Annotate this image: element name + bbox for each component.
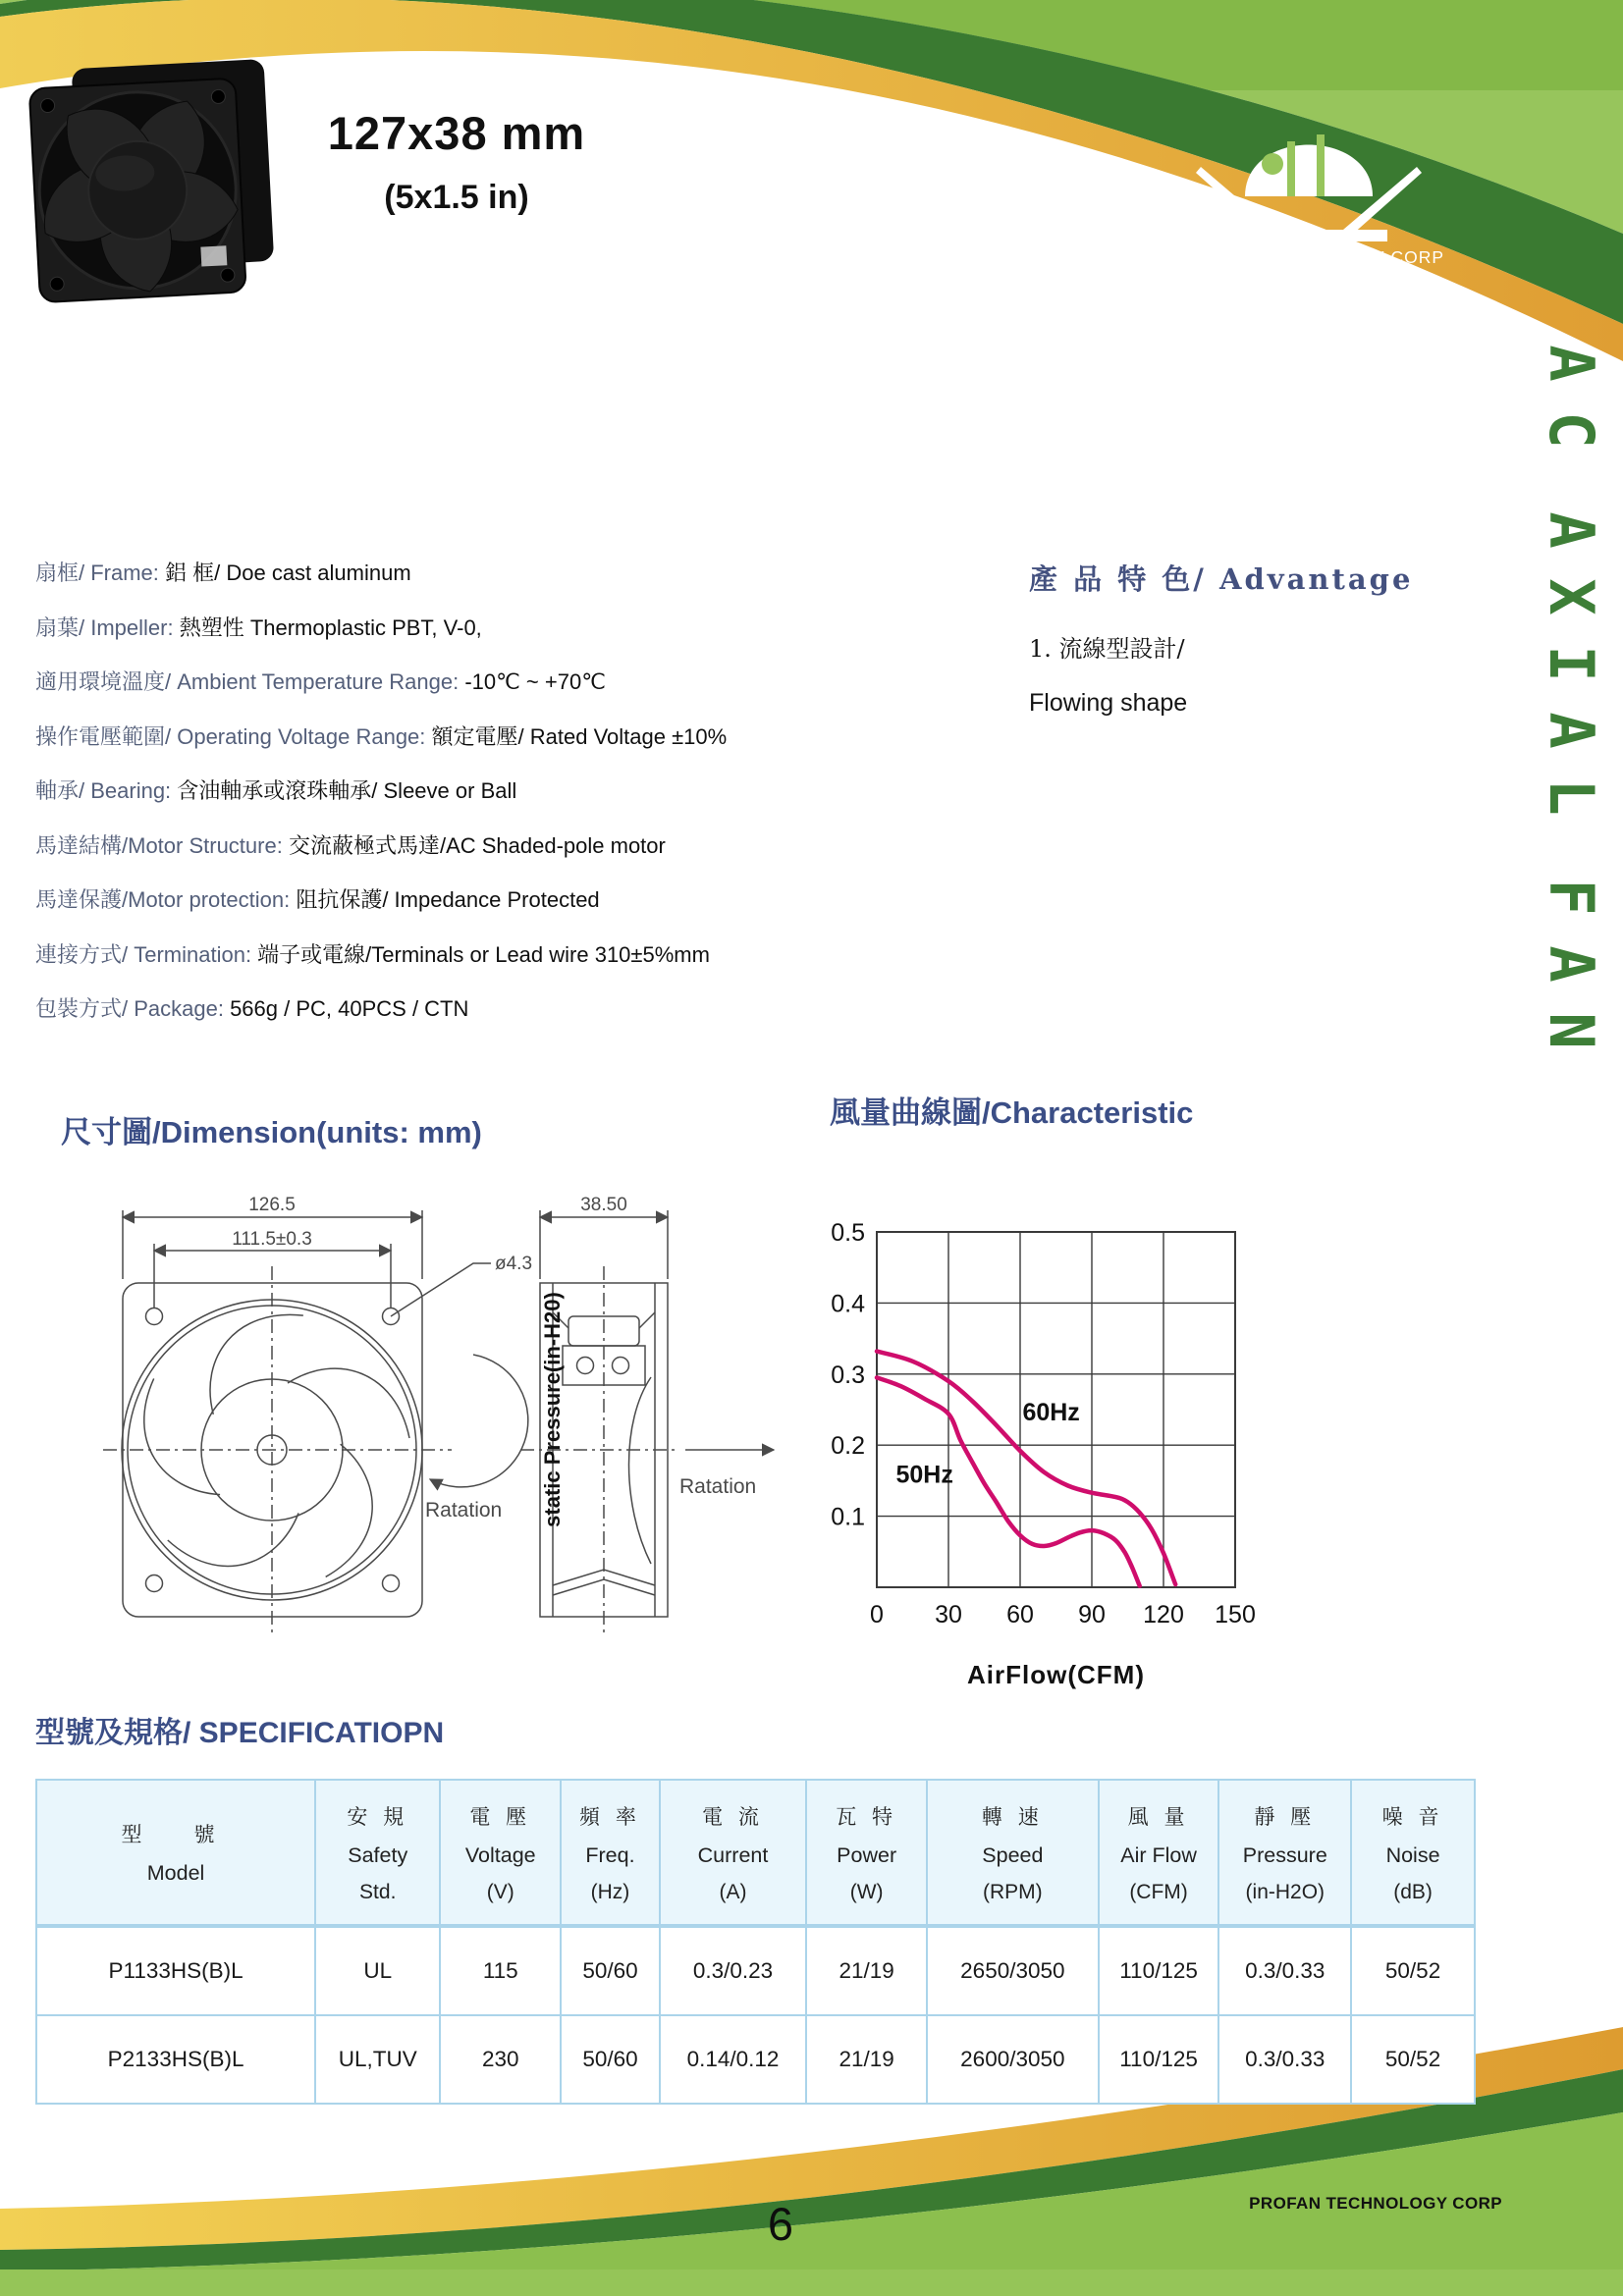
spec-table-section-heading: 型號及規格/ SPECIFICATIOPN (35, 1717, 445, 1749)
x-axis-label: AirFlow(CFM) (967, 1660, 1145, 1689)
y-tick-label: 0.5 (831, 1219, 865, 1247)
mounting-hole (50, 277, 65, 292)
table-cell: 110/125 (1099, 1926, 1219, 2015)
spec-table (35, 1779, 1476, 2105)
column-header: 型 號 Model (36, 1780, 315, 1926)
spec-line (35, 982, 713, 1037)
spec-value: 鋁 框/ Doe cast aluminum (158, 561, 411, 585)
banner-letter: A (1536, 511, 1607, 549)
y-tick-label: 0.2 (831, 1432, 865, 1461)
spec-label: 連接方式/ Termination: (35, 941, 252, 967)
spec-value: 額定電壓/ Rated Voltage ±10% (425, 723, 728, 749)
table-cell: 230 (440, 2015, 561, 2104)
spec-line (35, 873, 713, 928)
advantage-item-en: Flowing shape (1029, 689, 1188, 717)
column-header: 風 量 Air Flow (CFM) (1099, 1780, 1219, 1926)
table-row (36, 2015, 1475, 2104)
spec-value: 熱塑性 Thermoplastic PBT, V-0, (173, 614, 482, 640)
table-cell: 2600/3050 (927, 2015, 1099, 2104)
spec-label: 扇框/ Frame: (35, 561, 159, 585)
banner-letter: C (1536, 411, 1607, 449)
dim-hole-pitch: 111.5±0.3 (232, 1229, 312, 1250)
table-cell: 21/19 (806, 1926, 927, 2015)
banner-letter: A (1536, 945, 1607, 983)
y-tick-label: 0.3 (831, 1361, 865, 1389)
x-tick-label: 30 (935, 1601, 962, 1629)
table-cell: P1133HS(B)L (36, 1926, 315, 2015)
dimension-section-heading: 尺寸圖/Dimension(units: mm) (61, 1115, 482, 1149)
front-view (103, 1195, 532, 1634)
spec-list (35, 546, 728, 1037)
x-tick-label: 120 (1143, 1601, 1184, 1629)
logo-text: PROFAN TECHNOLOGY CORP (1172, 247, 1445, 267)
mounting-hole (211, 89, 226, 104)
x-tick-label: 150 (1215, 1601, 1256, 1629)
characteristic-chart (530, 1173, 1296, 1723)
table-cell: UL (315, 1926, 440, 2015)
spec-label: 馬達結構/Motor Structure: (35, 832, 283, 858)
table-cell: 0.14/0.12 (660, 2015, 806, 2104)
rotation-label-front: Ratation (425, 1499, 503, 1522)
mounting-hole (40, 98, 55, 113)
spec-value: 阻抗保護/ Impedance Protected (290, 887, 600, 912)
y-tick-label: 0.1 (831, 1503, 865, 1531)
spec-label: 馬達保護/Motor protection: (35, 887, 291, 912)
advantage-heading: 產 品 特 色/ Advantage (1029, 562, 1414, 596)
rotation-label-side: Ratation (679, 1475, 757, 1498)
spec-table-header-row (36, 1780, 1475, 1926)
table-cell: 0.3/0.33 (1218, 2015, 1351, 2104)
table-cell: 50/60 (561, 1926, 660, 2015)
company-logo (1147, 80, 1471, 277)
x-tick-label: 90 (1078, 1601, 1106, 1629)
column-header: 安 規 Safety Std. (315, 1780, 440, 1926)
spec-table-body (36, 1926, 1475, 2104)
spec-line (35, 546, 713, 601)
banner-letter: N (1536, 1012, 1607, 1049)
spec-label: 扇葉/ Impeller: (35, 614, 174, 640)
column-header: 電 壓 Voltage (V) (440, 1780, 561, 1926)
banner-letter: L (1536, 778, 1607, 816)
table-cell: 115 (440, 1926, 561, 2015)
table-cell: 0.3/0.33 (1218, 1926, 1351, 2015)
dim-depth: 38.50 (580, 1195, 627, 1215)
table-cell: 110/125 (1099, 2015, 1219, 2104)
mounting-hole (221, 268, 236, 283)
series-label-60Hz: 60Hz (1022, 1398, 1080, 1426)
product-size-title: 127x38 mm (327, 107, 586, 159)
spec-value: 端子或電線/Terminals or Lead wire 310±5%mm (251, 941, 710, 967)
product-size-subtitle: (5x1.5 in) (384, 179, 529, 216)
page-number: 6 (767, 2198, 794, 2250)
table-cell: UL,TUV (315, 2015, 440, 2104)
banner-letter: A (1536, 712, 1607, 749)
table-cell: 2650/3050 (927, 1926, 1099, 2015)
dim-hole-diameter: ø4.3 (495, 1254, 533, 1274)
x-tick-label: 60 (1006, 1601, 1034, 1629)
fan-photo (22, 47, 287, 351)
spec-value: 交流蔽極式馬達/AC Shaded-pole motor (282, 832, 666, 858)
side-banner (1524, 330, 1618, 1064)
footer-bottom-strip (0, 2269, 1623, 2296)
column-header: 靜 壓 Pressure (in-H2O) (1218, 1780, 1351, 1926)
spec-line (35, 655, 713, 710)
y-tick-label: 0.4 (831, 1290, 865, 1318)
footer-company: PROFAN TECHNOLOGY CORP (1249, 2194, 1502, 2213)
table-cell: 0.3/0.23 (660, 1926, 806, 2015)
spec-label: 包裝方式/ Package: (35, 996, 224, 1021)
spec-line (35, 601, 713, 656)
x-tick-label: 0 (870, 1601, 884, 1629)
table-cell: 21/19 (806, 2015, 927, 2104)
column-header: 電 流 Current (A) (660, 1780, 806, 1926)
spec-line (35, 710, 728, 765)
banner-letter: A (1536, 345, 1607, 382)
spec-line (35, 819, 713, 874)
column-header: 噪 音 Noise (dB) (1351, 1780, 1475, 1926)
column-header: 頻 率 Freq. (Hz) (561, 1780, 660, 1926)
spec-line (35, 928, 713, 983)
banner-letter: I (1536, 645, 1607, 682)
dim-outer-width: 126.5 (248, 1195, 296, 1215)
fan-label-sticker (200, 245, 227, 266)
table-cell: 50/52 (1351, 2015, 1475, 2104)
column-header: 瓦 特 Power (W) (806, 1780, 927, 1926)
logo-mark (1196, 145, 1422, 242)
banner-letter: X (1536, 578, 1607, 615)
spec-label: 軸承/ Bearing: (35, 778, 172, 803)
spec-line (35, 764, 713, 819)
banner-letter: F (1536, 879, 1607, 916)
spec-label: 操作電壓範圍/ Operating Voltage Range: (35, 723, 426, 749)
y-axis-label: static Pressure(in-H20) (540, 1292, 565, 1527)
advantage-section (1029, 558, 1441, 718)
table-row (36, 1926, 1475, 2015)
characteristic-section-heading: 風量曲線圖/Characteristic (830, 1095, 1194, 1130)
spec-value: 566g / PC, 40PCS / CTN (223, 996, 469, 1021)
advantage-item-zh: 1. 流線型設計/ (1029, 635, 1185, 663)
series-label-50Hz: 50Hz (895, 1461, 953, 1489)
table-cell: 50/60 (561, 2015, 660, 2104)
table-cell: 50/52 (1351, 1926, 1475, 2015)
table-cell: P2133HS(B)L (36, 2015, 315, 2104)
column-header: 轉 速 Speed (RPM) (927, 1780, 1099, 1926)
spec-value: -10℃ ~ +70℃ (459, 669, 606, 694)
spec-label: 適用環境溫度/ Ambient Temperature Range: (35, 669, 460, 694)
spec-value: 含油軸承或滾珠軸承/ Sleeve or Ball (171, 778, 517, 803)
rotation-arrow-front (430, 1355, 528, 1487)
